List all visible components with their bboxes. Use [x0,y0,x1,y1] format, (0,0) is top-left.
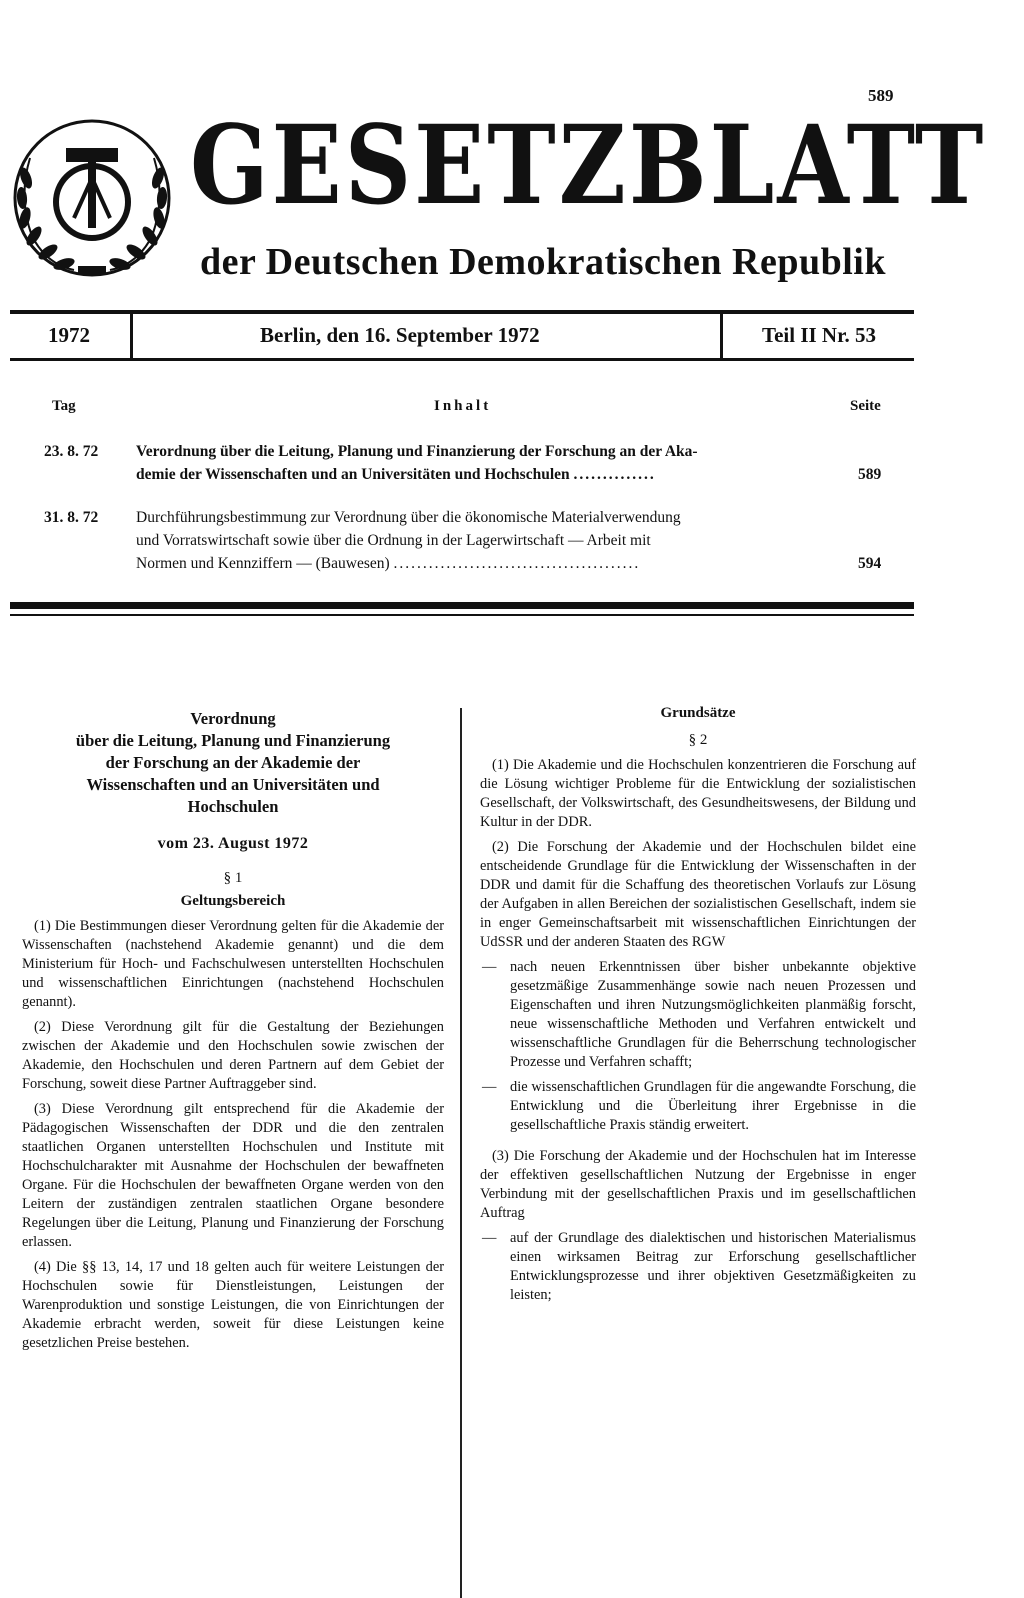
paragraph: (3) Diese Verordnung gilt entsprechend für die Akademie der Pädagogischen Wissenschaften der DDR und die den zentralen staatlichen Organen unterstellten Hochschulen und Institute mit Hochschulcharakter mit Ausnahme der Hochschulen der bewaffneten Organe. Für die Hochschulen der bewaffneten Organe werden von den Leitern der zuständigen zentralen staatlichen Organe besondere Regelungen über die Leitung, Planung und Finanzierung der Forschung erlassen. [22,1101,444,1250]
paragraph: (3) Die Forschung der Akademie und der Hochschulen hat im Interesse der effektiven gesellschaftlichen Nutzung der Ergebnisse in enger Verbindung mit der gesellschaftlichen Praxis und im gesellschaftlichen Auftrag [480,1148,916,1221]
toc-entry-line [136,463,806,486]
ordinance-date: vom 23. August 1972 [157,835,309,852]
paragraph: (1) Die Bestimmungen dieser Verordnung gelten für die Akademie der Wissenschaften (nachstehend Akademie genannt) und die dem Ministerium für Hoch- und Fachschulwesen unterstellten Hochschulen und wissenschaftlichen Einrichtungen (nachstehend Hochschulen genannt). [22,918,444,1010]
toc-page-header: Seite [850,398,881,414]
title-line: der Forschung an der Akademie der [105,753,361,772]
section-heading: Grundsätze [660,705,736,721]
toc-entry-line [136,552,806,575]
ordinance-title [22,708,444,818]
paragraph: (2) Diese Verordnung gilt für die Gestaltung der Beziehungen zwischen der Akademie und den Hochschulen sowie zwischen der Akademie, den Hochschulen und deren Partnern auf dem Gebiet der Forschung, soweit diese Partner Auftraggeber sind. [22,1019,444,1092]
issue-header [10,312,914,358]
toc-entry-date: 31. 8. 72 [44,509,99,526]
issue-part: Teil II Nr. 53 [762,323,876,347]
left-column [22,708,444,1359]
toc-leader-dots: .............. [573,466,656,483]
toc-entry-line: und Vorratswirtschaft sowie über die Ordnung in der Lagerwirtschaft — Arbeit mit [136,532,651,549]
section-separator-thin [10,614,914,616]
toc-entry [40,440,910,486]
title-line: Wissenschaften und an Universitäten und [86,775,380,794]
column-divider [460,708,462,1598]
toc-entry-line: Verordnung über die Leitung, Planung und Finanzierung der Forschung an der Aka- [136,443,698,460]
list-dash: — [482,1230,497,1246]
toc-entry-line-text: demie der Wissenschaften und an Universitäten und Hochschulen [136,466,570,483]
list-item-text: nach neuen Erkenntnissen über bisher unbekannte objektive gesetzmäßige Zusammenhänge sowie nach neuen Prozessen und Eigenschaften und ihren Nutzungsmöglichkeiten planmäßig forscht, neue wissenschaftliche Methoden und Verfahren entwickelt und wissenschaftliche Grundlagen für die Beherrschung technologischer Prozesse und Verfahren schafft; [510,959,916,1070]
toc-entry-line: Durchführungsbestimmung zur Verordnung über die ökonomische Materialverwendung [136,509,681,526]
paragraph: (1) Die Akademie und die Hochschulen konzentrieren die Forschung auf die Lösung wichtiger Probleme für die Entwicklung der sozialistischen Gesellschaft, der Volkswirtschaft, des Gesundheitswesens, der Bildung und Kultur in der DDR. [480,757,916,830]
list-item [480,1078,916,1135]
section-title: Geltungsbereich [180,893,286,909]
toc-entry-date: 23. 8. 72 [44,443,99,460]
toc-entry-page: 594 [858,555,882,572]
list-item-text: auf der Grundlage des dialektischen und historischen Materialismus einen wirksamen Beitrag zur Erforschung gesellschaftlicher Entwicklungsprozesse und ihrer objektiven Gesetzmäßigkeiten zu leisten; [510,1230,916,1303]
issue-year: 1972 [48,323,90,347]
paragraph: (4) Die §§ 13, 14, 17 und 18 gelten auch für weitere Leistungen der Hochschulen sowie für Dienstleistungen, Leistungen der Warenproduktion und sonstige Leistungen, die von Einrichtungen der Akademie erbracht werden, soweit für diese Leistungen keine gesetzlichen Preise bestehen. [22,1259,444,1351]
state-emblem [12,118,172,278]
issue-dateline: Berlin, den 16. September 1972 [260,323,540,347]
masthead-title: GESETZBLATT [190,101,987,229]
paragraph: (2) Die Forschung der Akademie und der Hochschulen bildet eine entscheidende Grundlage für die Entwicklung der Wissenschaften in der DDR und damit für die Schaffung des theoretischen Vorlaufs zur Lösung der Aufgaben in allen Bereichen der sozialistischen Gesellschaft, indem sie in enger Gemeinschaftsarbeit mit wissenschaftlichen Einrichtungen der UdSSR und der anderen Staaten des RGW [480,839,916,950]
toc-content-header: Inhalt [434,398,492,414]
toc-entry-page: 589 [858,466,882,483]
title-line: Hochschulen [187,797,279,816]
list-dash: — [482,1079,497,1095]
toc-entry-line-text: Normen und Kennziffern — (Bauwesen) [136,555,390,572]
section-separator-thick [10,602,914,609]
section-number: § 2 [688,732,708,748]
right-column [480,704,916,1311]
toc-entry [40,506,910,575]
header-divider [130,310,133,360]
toc-date-header: Tag [52,398,76,414]
list-dash: — [482,959,497,975]
header-bottom-rule [10,358,914,361]
header-divider [720,310,723,360]
masthead-subtitle: der Deutschen Demokratischen Republik [200,241,886,283]
list-item [480,1229,916,1305]
list-item [480,958,916,1072]
toc-leader-dots: .......................................... [393,555,641,572]
toc-entry-text [136,440,806,486]
list-item-text: die wissenschaftlichen Grundlagen für die angewandte Forschung, die Entwicklung und die Überleitung ihrer Ergebnisse in die gesellschaftliche Praxis ständig erweitert. [510,1079,916,1133]
title-line: Verordnung [190,709,276,728]
section-number: § 1 [223,870,243,886]
title-line: über die Leitung, Planung und Finanzierung [75,731,391,750]
toc-entry-text [136,506,806,575]
page-number: 589 [868,86,894,105]
